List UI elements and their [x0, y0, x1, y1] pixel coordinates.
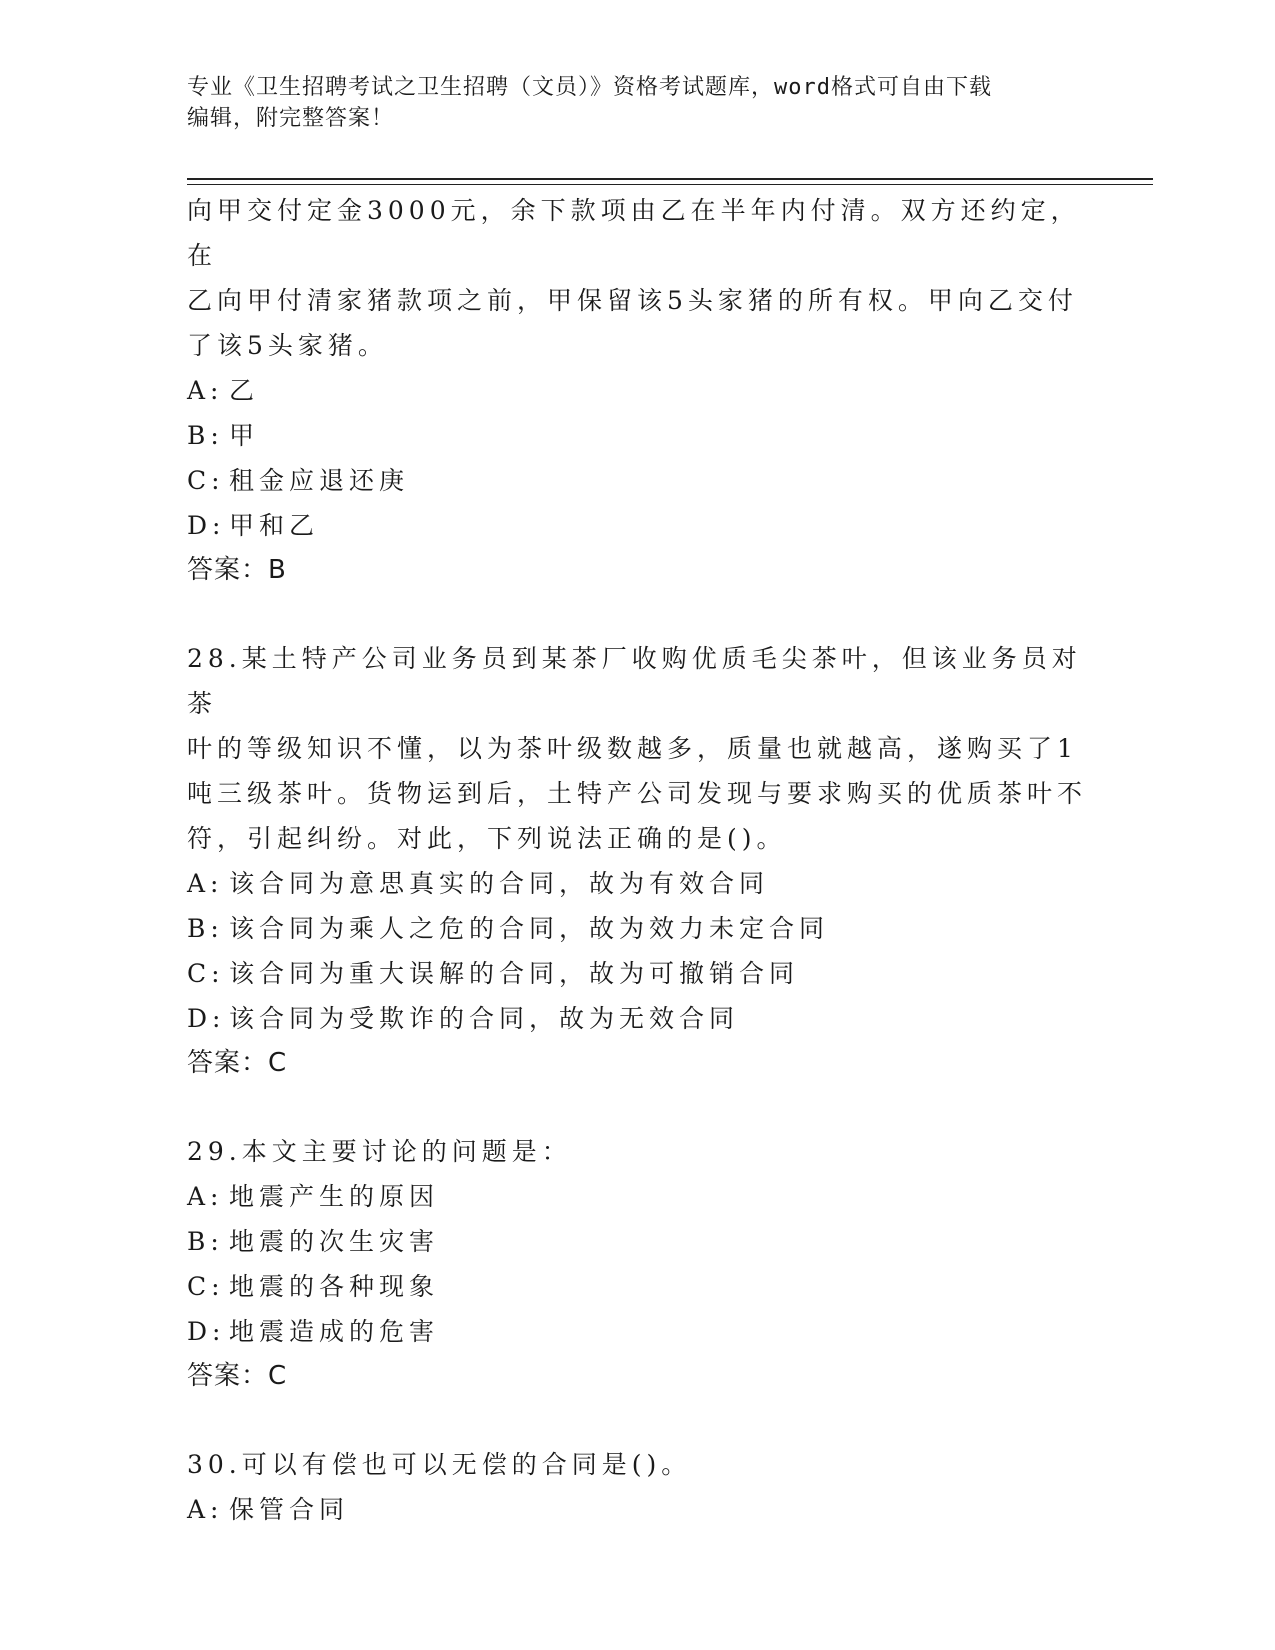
question-text-line: 向甲交付定金3000元，余下款项由乙在半年内付清。双方还约定，在 — [187, 196, 1081, 270]
option-a — [187, 1174, 1087, 1219]
header-line-2: 编辑，附完整答案！ — [187, 106, 395, 131]
option-d — [187, 503, 1087, 548]
option-text: 该合同为重大误解的合同，故为可撤销合同 — [229, 959, 800, 988]
option-letter: C: — [187, 1272, 225, 1301]
answer-line: 答案：B — [187, 555, 287, 585]
option-text: 甲 — [229, 421, 260, 450]
question-28 — [187, 636, 1087, 1086]
option-text: 地震的次生灾害 — [229, 1227, 440, 1256]
question-text-line: 乙向甲付清家猪款项之前，甲保留该5头家猪的所有权。甲向乙交付 — [187, 286, 1078, 315]
question-spacer — [187, 593, 1087, 636]
option-b — [187, 1219, 1087, 1264]
option-letter: A: — [187, 1182, 224, 1211]
header-line-1: 专业《卫生招聘考试之卫生招聘（文员）》资格考试题库，word格式可自由下载 — [187, 75, 992, 100]
header-divider-thin — [187, 184, 1153, 185]
option-text: 保管合同 — [229, 1495, 350, 1524]
option-letter: B: — [187, 914, 224, 943]
option-text: 甲和乙 — [229, 511, 320, 540]
option-text: 该合同为意思真实的合同，故为有效合同 — [229, 869, 770, 898]
question-text-line: 28.某土特产公司业务员到某茶厂收购优质毛尖茶叶，但该业务员对茶 — [187, 644, 1082, 718]
option-letter: B: — [187, 421, 224, 450]
option-text: 该合同为乘人之危的合同，故为效力未定合同 — [229, 914, 830, 943]
option-b — [187, 906, 1087, 951]
option-letter: A: — [187, 376, 224, 405]
option-d — [187, 996, 1087, 1041]
question-27 — [187, 188, 1087, 593]
question-content — [187, 188, 1087, 1532]
option-b — [187, 413, 1087, 458]
option-c — [187, 951, 1087, 996]
option-c — [187, 1264, 1087, 1309]
option-text: 地震的各种现象 — [229, 1272, 440, 1301]
option-letter: C: — [187, 466, 225, 495]
option-a — [187, 368, 1087, 413]
option-a — [187, 1487, 1087, 1532]
question-text-line: 30.可以有偿也可以无偿的合同是()。 — [187, 1450, 692, 1479]
option-a — [187, 861, 1087, 906]
question-spacer — [187, 1086, 1087, 1129]
question-30 — [187, 1442, 1087, 1532]
option-d — [187, 1309, 1087, 1354]
question-text-line: 29.本文主要讨论的问题是： — [187, 1137, 572, 1166]
answer-line: 答案：C — [187, 1048, 288, 1078]
header-divider-thick — [187, 178, 1153, 180]
document-header — [187, 72, 1067, 134]
option-letter: D: — [187, 511, 226, 540]
question-spacer — [187, 1399, 1087, 1442]
option-letter: A: — [187, 869, 224, 898]
option-text: 该合同为受欺诈的合同，故为无效合同 — [229, 1004, 740, 1033]
option-letter: A: — [187, 1495, 224, 1524]
question-29 — [187, 1129, 1087, 1399]
option-letter: D: — [187, 1004, 226, 1033]
option-letter: C: — [187, 959, 225, 988]
answer-line: 答案：C — [187, 1361, 288, 1391]
option-c — [187, 458, 1087, 503]
option-text: 地震产生的原因 — [229, 1182, 440, 1211]
option-text: 租金应退还庚 — [229, 466, 410, 495]
option-letter: B: — [187, 1227, 224, 1256]
question-text-line: 叶的等级知识不懂，以为茶叶级数越多，质量也就越高，遂购买了1 — [187, 734, 1078, 763]
question-text-line: 吨三级茶叶。货物运到后，土特产公司发现与要求购买的优质茶叶不 — [187, 779, 1088, 808]
option-letter: D: — [187, 1317, 226, 1346]
option-text: 地震造成的危害 — [229, 1317, 440, 1346]
question-text-line: 了该5头家猪。 — [187, 331, 388, 360]
question-text-line: 符，引起纠纷。对此，下列说法正确的是()。 — [187, 824, 787, 853]
option-text: 乙 — [229, 376, 260, 405]
